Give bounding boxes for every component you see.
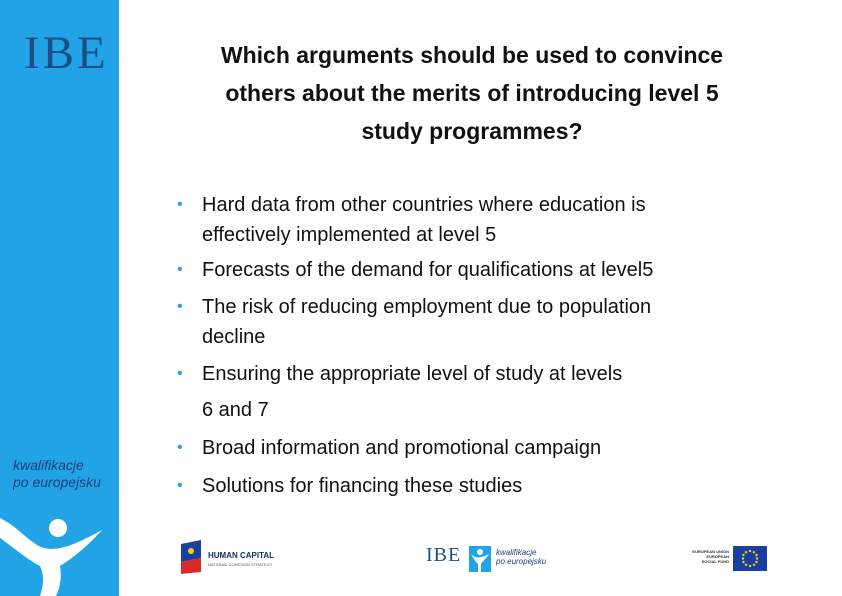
eu-flag-icon [733, 546, 767, 571]
figure-logo-icon [0, 508, 119, 596]
bullet-dot: • [177, 261, 183, 278]
bullet-item [177, 471, 797, 501]
eu-line3: SOCIAL FUND [701, 559, 729, 564]
bullet-text: Ensuring the appropriate level of study at levels [202, 363, 623, 385]
bullet-text: Broad information and promotional campaign [202, 437, 602, 459]
bullet-text: decline [202, 326, 266, 348]
sidebar-tagline-line2: po europejsku [13, 474, 101, 490]
eu-label [679, 549, 729, 564]
bullet-item [177, 359, 797, 425]
bullet-item [177, 433, 797, 463]
eu-line1: EUROPEAN UNION [692, 549, 729, 554]
sidebar [0, 0, 119, 596]
bullet-text: 6 and 7 [202, 399, 269, 421]
bullet-text: The risk of reducing employment due to population [202, 296, 652, 318]
footer-tagline-line2: po europejsku [496, 557, 547, 566]
bullet-dot: • [177, 477, 183, 494]
sidebar-tagline [13, 457, 101, 491]
slide-title [150, 36, 794, 150]
human-capital-sub: NATIONAL COHESION STRATEGY [208, 562, 273, 567]
bullet-text: effectively implemented at level 5 [202, 224, 497, 246]
bullet-text: Solutions for financing these studies [202, 475, 523, 497]
title-line-1: Which arguments should be used to convince [220, 42, 724, 68]
bullet-dot: • [177, 439, 183, 456]
footer-tagline-line1: kwalifikacje [496, 548, 537, 557]
bullet-dot: • [177, 298, 183, 315]
human-capital-label: HUMAN CAPITAL [208, 551, 275, 560]
footer-ibe-logo: IBE [426, 544, 462, 566]
eu-line2: EUROPEAN [706, 554, 729, 559]
bullet-text: Forecasts of the demand for qualifications at level5 [202, 259, 654, 281]
bullet-item [177, 292, 797, 352]
human-capital-flag-icon [179, 538, 203, 574]
sidebar-tagline-line1: kwalifikacje [13, 457, 84, 473]
ibe-logo: IBE [24, 27, 109, 79]
title-line-2: others about the merits of introducing level 5 [225, 80, 719, 106]
bullet-text: Hard data from other countries where education is [202, 194, 646, 216]
footer-tagline [496, 548, 546, 566]
footer-figure-icon [469, 546, 491, 572]
bullet-item [177, 190, 797, 250]
title-line-3: study programmes? [361, 118, 583, 144]
bullet-dot: • [177, 196, 183, 213]
bullet-item [177, 255, 797, 285]
bullet-dot: • [177, 365, 183, 382]
